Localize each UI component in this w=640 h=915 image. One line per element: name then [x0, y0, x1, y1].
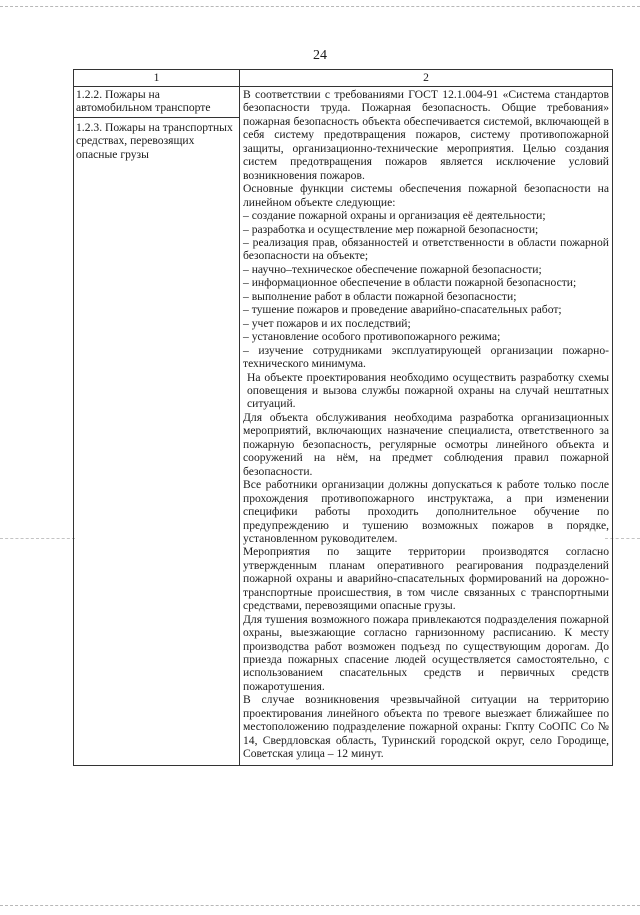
paragraph-gost: В соответствии с требованиями ГОСТ 12.1.004-91 «Система стандартов безопасности труда. Пожарная безопасность. Общие требования» пожарная безопасность объекта обеспечивается системой, включающей в себя систему предотвращения пожаров, систему противопожарной защиты, организационно-технические мероприятия. Целью создания систем предотвращения пожаров является исключение условий возникновения пожаров.: [243, 88, 609, 182]
paragraph-alert-scheme: На объекте проектирования необходимо осуществить разработку схемы оповещения и вызова службы пожарной охраны на случай нештатных ситуаций.: [247, 370, 609, 411]
section-1-2-2-title: 1.2.2. Пожары на автомобильном транспорте: [76, 88, 211, 115]
list-item: – тушение пожаров и проведение аварийно-спасательных работ;: [243, 303, 562, 317]
paragraph-organizational-measures: Для объекта обслуживания необходима разработка организационных мероприятий, включающих назначение специалиста, ответственного за пожарную безопасность, регулярные осмотры линейного объекта и сооружений на нём, на предмет соблюдения правил пожарной безопасности.: [243, 410, 609, 478]
left-cell: [74, 87, 240, 766]
paragraph-functions-intro: Основные функции системы обеспечения пожарной безопасности на линейном объекте следующие:: [243, 182, 609, 209]
scan-fold-left: [0, 538, 75, 539]
list-item: – разработка и осуществление мер пожарной безопасности;: [243, 222, 539, 236]
list-item: – научно–техническое обеспечение пожарной безопасности;: [243, 262, 542, 276]
paragraph-instruction: Все работники организации должны допускаться к работе только после прохождения противопожарного инструктажа, а при изменении специфики работы проходить дополнительное обучение по предупреждению и тушению возможных пожаров в порядке, установленном руководителем.: [243, 478, 609, 545]
list-item: – информационное обеспечение в области пожарной безопасности;: [243, 276, 577, 290]
list-item: – учет пожаров и их последствий;: [243, 316, 411, 330]
column-header-1: 1: [74, 70, 240, 87]
list-item: – установление особого противопожарного режима;: [243, 330, 501, 344]
content-table: [73, 69, 613, 766]
section-1-2-3-title: 1.2.3. Пожары на транспортных средствах, перевозящих опасные грузы: [74, 117, 239, 163]
list-item: – создание пожарной охраны и организация её деятельности;: [243, 209, 546, 223]
table-row: [74, 87, 613, 766]
list-item: – выполнение работ в области пожарной безопасности;: [243, 289, 517, 303]
scan-edge-top: [0, 6, 640, 7]
right-cell: [240, 87, 613, 766]
paragraph-firefighting: Для тушения возможного пожара привлекаются подразделения пожарной охраны, выезжающие согласно гарнизонному расписанию. К месту производства работ возможен подъезд по существующим дорогам. До приезда пожарных спасение людей осуществляется самостоятельно, с использованием спасательных средств и первичных средств пожаротушения.: [243, 612, 609, 693]
paragraph-territory-protection: Мероприятия по защите территории производятся согласно утвержденным планам оперативного реагирования подразделений пожарной охраны и аварийно-спасательных формирований на дорожно-транспортные происшествия, в том числе связанных с транспортными средствами, перевозящими опасные грузы.: [243, 545, 609, 613]
table-header-row: [74, 70, 613, 87]
paragraph-emergency-response: В случае возникновения чрезвычайной ситуации на территорию проектирования линейного объекта по тревоге выезжает ближайшее по местоположению подразделение пожарной охраны: Гкпту СоОПС Со № 14, Свердловская область, Туринский городской округ, село Городище, Советская улица – 12 минут.: [243, 693, 609, 761]
list-item: – реализация прав, обязанностей и ответственности в области пожарной безопасности на объекте;: [243, 235, 609, 263]
list-item: – изучение сотрудниками эксплуатирующей организации пожарно-технического минимума.: [243, 343, 609, 371]
scan-edge-bottom: [0, 905, 640, 906]
functions-list: [243, 209, 609, 370]
column-header-2: 2: [240, 70, 613, 87]
page-number: 24: [313, 48, 327, 63]
